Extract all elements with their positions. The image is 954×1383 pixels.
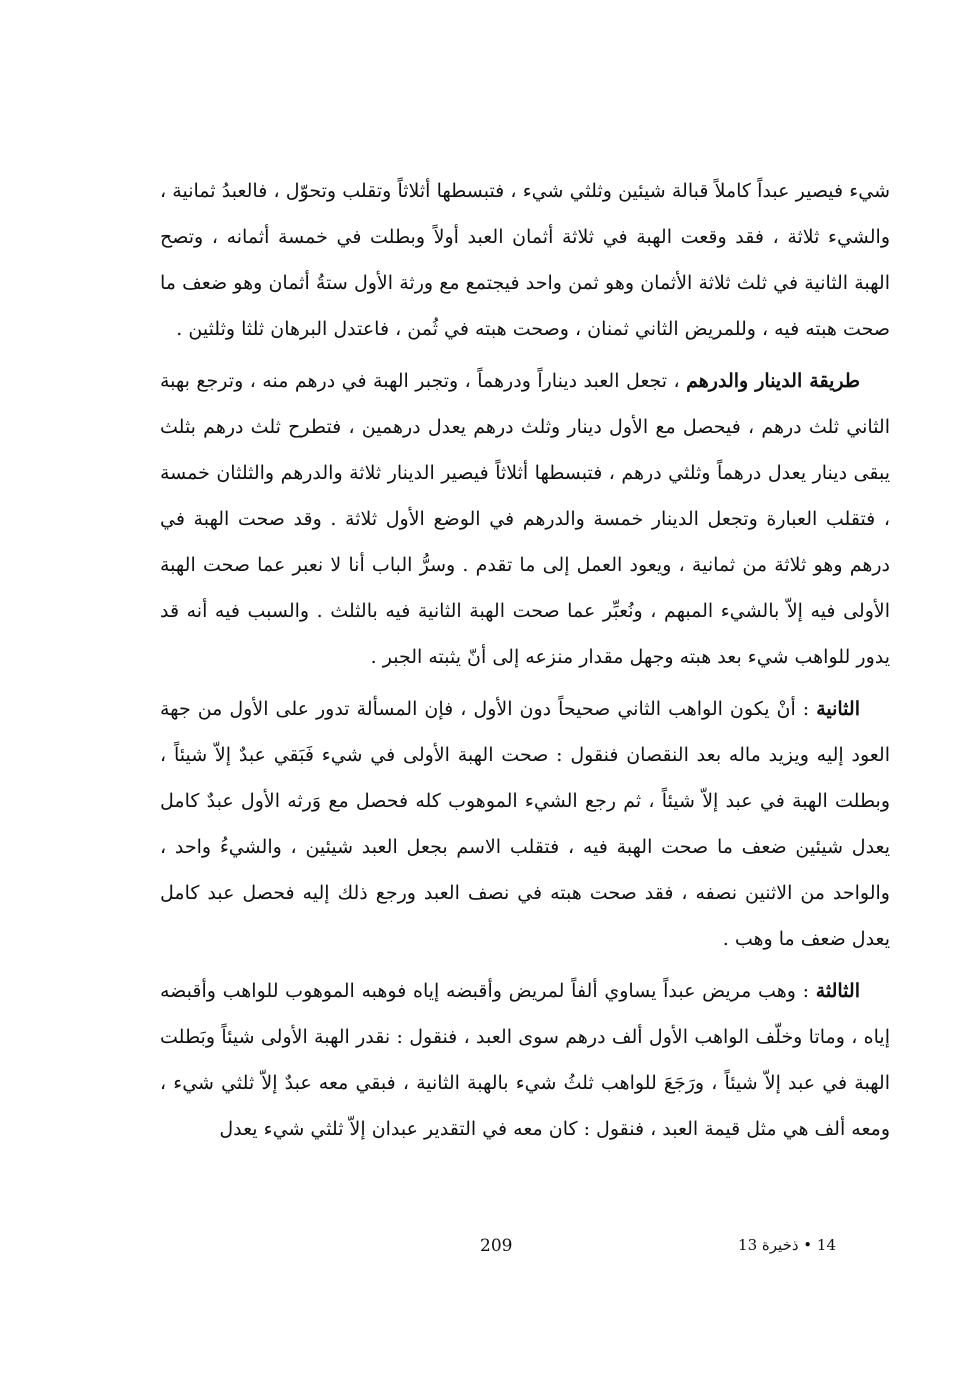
paragraph-3 — [160, 686, 890, 962]
page-number: 209 — [480, 1236, 513, 1256]
paragraph-3-text: : أنْ يكون الواهب الثاني صحيحاً دون الأول ، فإن المسألة تدور على الأول من جهة العود إليه ويزيد ماله بعد النقصان فنقول : صحت الهبة الأولى في شيء فَبَقي عبدٌ إلاّ شيئاً ، وبطلت الهبة في عبد إلاّ شيئاً ، ثم رجع الشيء الموهوب كله فحصل مع وَرثه الأول عبدٌ كامل يعدل شيئين ضعف ما صحت الهبة فيه ، فتقلب الاسم بجعل العبد شيئين ، والشيءُ واحد ، والواحد من الاثنين نصفه ، فقد صحت هبته في نصف العبد ورجع ذلك إليه فحصل عبد كامل يعدل ضعف ما وهب . — [160, 698, 890, 950]
paragraph-2-heading: طريقة الدينار والدرهم — [686, 370, 860, 392]
paragraph-4-heading: الثالثة — [815, 980, 860, 1002]
paragraph-2-text: ، تجعل العبد ديناراً ودرهماً ، وتجبر الهبة في درهم منه ، وترجع بهبة الثاني ثلث درهم ، فيحصل مع الأول دينار وثلث درهم يعدل درهمين ، فتطرح ثلث درهم بثلث يبقى دينار يعدل درهماً وثلثي درهم ، فتبسطها أثلاثاً فيصير الدينار ثلاثة والدرهم والثلثان خمسة ، فتقلب العبارة وتجعل الدينار خمسة والدرهم في الوضع الأول ثلاثة . وقد صحت الهبة في درهم وهو ثلاثة من ثمانية ، ويعود العمل إلى ما تقدم . وسرُّ الباب أنا لا نعبر عما صحت الهبة الأولى فيه إلاّ بالشيء المبهم ، ونُعبِّر عما صحت الهبة الثانية فيه بالثلث . والسبب فيه أنه قد يدور للواهب شيء بعد هبته وجهل مقدار منزعه إلى أنّ يثبته الجبر . — [160, 370, 890, 668]
page-footer — [0, 1236, 954, 1264]
printer-signature: 14 • ذخيرة 13 — [738, 1236, 836, 1254]
paragraph-3-heading: الثانية — [816, 698, 860, 720]
paragraph-2 — [160, 358, 890, 680]
paragraph-4-text: : وهب مريض عبداً يساوي ألفاً لمريض وأقبضه إياه فوهبه الموهوب للواهب وأقبضه إياه ، وماتا وخلّف الواهب الأول ألف درهم سوى العبد ، فنقول : نقدر الهبة الأولى شيئاً وبَطلت الهبة في عبد إلاّ شيئاً ، ورَجَعَ للواهب ثلثُ شيء بالهبة الثانية ، فبقي معه عبدٌ إلاّ ثلثي شيء ، ومعه ألف هي مثل قيمة العبد ، فنقول : كان معه في التقدير عبدان إلاّ ثلثي شيء يعدل — [160, 980, 890, 1140]
body-text — [160, 168, 890, 1158]
paragraph-1 — [160, 168, 890, 352]
paragraph-4 — [160, 968, 890, 1152]
paragraph-1-text: شيء فيصير عبداً كاملاً قبالة شيئين وثلثي شيء ، فتبسطها أثلاثاً وتقلب وتحوّل ، فالعبدُ ثمانية ، والشيء ثلاثة ، فقد وقعت الهبة في ثلاثة أثمان العبد أولاً وبطلت في خمسة أثمانه ، وتصح الهبة الثانية في ثلث ثلاثة الأثمان وهو ثمن واحد فيجتمع مع ورثة الأول ستةُ أثمان وهو ضعف ما صحت هبته فيه ، وللمريض الثاني ثمنان ، وصحت هبته في ثُمن ، فاعتدل البرهان ثلثا وثلثين . — [160, 180, 890, 340]
